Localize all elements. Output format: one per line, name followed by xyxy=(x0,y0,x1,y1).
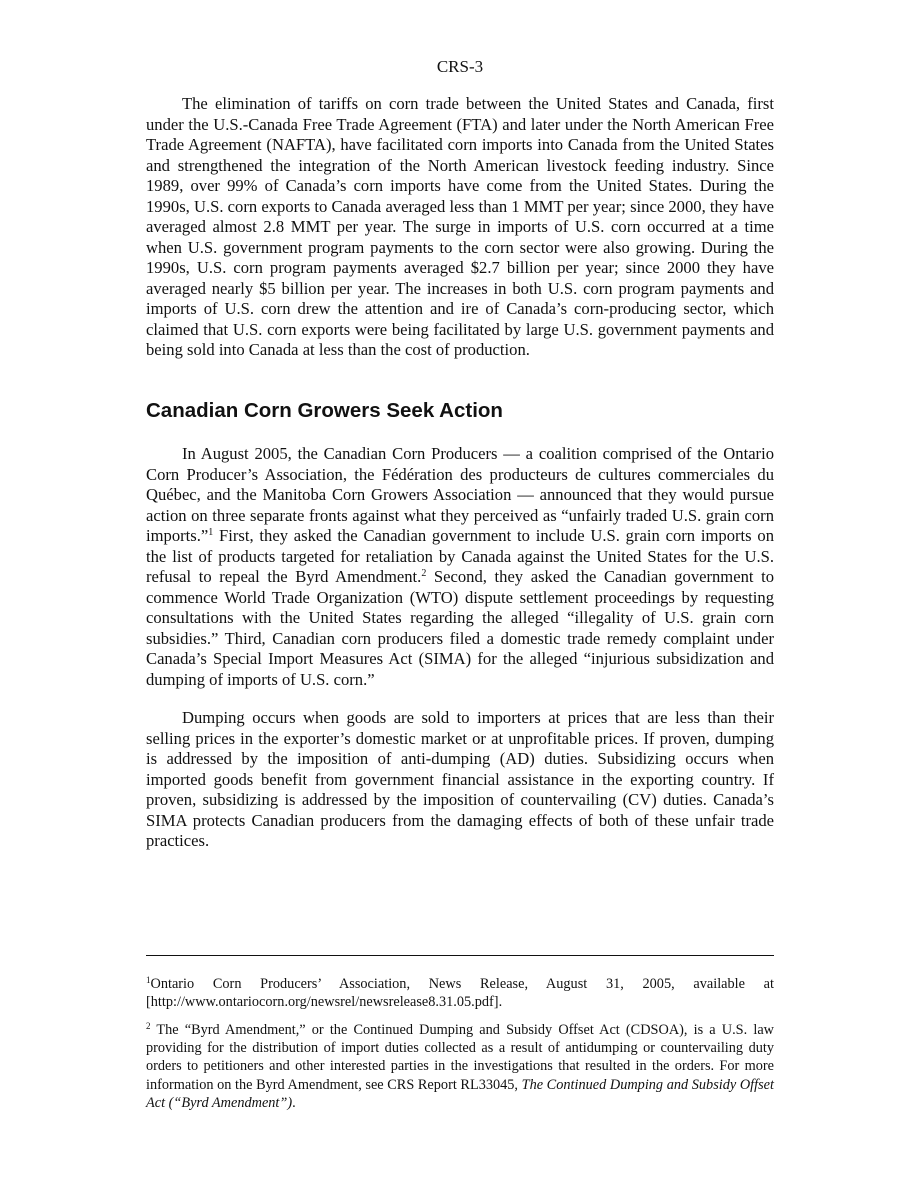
paragraph-corn-trade: The elimination of tariffs on corn trade between the United States and Canada, first under the U.S.-Canada Free Trade Agreement (FTA) and later under the North American Free Trade Agreement (NAFTA), have facilitated corn imports into Canada from the United States and strengthened the integration of the North American livestock feeding industry. Since 1989, over 99% of Canada’s corn imports have come from the United States. During the 1990s, U.S. corn exports to Canada averaged less than 1 MMT per year; since 2000, they have averaged almost 2.8 MMT per year. The surge in imports of U.S. corn occurred at a time when U.S. government program payments to the corn sector were also growing. During the 1990s, U.S. corn program payments averaged $2.7 billion per year; since 2000 they have averaged nearly $5 billion per year. The increases in both U.S. corn program payments and imports of U.S. corn drew the attention and ire of Canada’s corn-producing sector, which claimed that U.S. corn exports were being facilitated by large U.S. government payments and being sold into Canada at less than the cost of production. xyxy=(146,94,774,359)
paragraph-text: In August 2005, the Canadian Corn Producers — a coalition comprised of the Ontario Corn Producer’s Association, the Fédération des producteurs de cultures commerciales du Québec, and the Manitoba Corn Growers Association — announced that they would pursue action on three separate fronts against what they perceived as “unfairly traded U.S. grain corn imports.” xyxy=(146,444,774,545)
footnote-marker: 1 xyxy=(146,975,151,985)
footnote-text: Ontario Corn Producers’ Association, News Release, August 31, 2005, available at [http://www.ontariocorn.org/newsrel/newsrelease8.31.05.pdf]. xyxy=(146,976,774,1011)
footnote-ref-2[interactable]: 2 xyxy=(421,568,427,579)
footnote-2 xyxy=(146,1021,774,1112)
page-header: CRS-3 xyxy=(436,57,484,76)
footnote-text: The “Byrd Amendment,” or the Continued Dumping and Subsidy Offset Act (CDSOA), is a U.S. law providing for the distribution of import duties collected as a result of antidumping or countervailing duty orders to petitioners and other interested parties in the investigations that resulted in the orders. For more information on the Byrd Amendment, see CRS Report RL33045, xyxy=(146,1022,774,1093)
paragraph-text: First, they asked the Canadian government to include U.S. grain corn imports on the list of products targeted for retaliation by Canada against the United States for the U.S. refusal to repeal the Byrd Amendment. xyxy=(146,526,774,586)
section-heading: Canadian Corn Growers Seek Action xyxy=(146,399,503,422)
footnote-marker: 2 xyxy=(146,1021,151,1031)
footnote-ref-1[interactable]: 1 xyxy=(208,527,214,538)
footnote-divider xyxy=(146,955,774,956)
paragraph-dumping-definition: Dumping occurs when goods are sold to importers at prices that are less than their selling prices in the exporter’s domestic market or at unprofitable prices. If proven, dumping is addressed by the imposition of anti-dumping (AD) duties. Subsidizing occurs when imported goods benefit from government financial assistance in the exporting country. If proven, subsidizing is addressed by the imposition of countervailing (CV) duties. Canada’s SIMA protects Canadian producers from the damaging effects of both of these unfair trade practices. xyxy=(146,708,774,850)
footnote-text-end: . xyxy=(292,1094,296,1111)
footnote-1 xyxy=(146,975,774,1011)
paragraph-text: Second, they asked the Canadian government to commence World Trade Organization (WTO) dispute settlement proceedings by requesting consultations with the United States regarding the alleged “illegality of U.S. grain corn subsidies.” Third, Canadian corn producers filed a domestic trade remedy complaint under Canada’s Special Import Measures Act (SIMA) for the alleged “injurious subsidization and dumping of imports of U.S. corn.” xyxy=(146,567,774,689)
paragraph-corn-growers-action xyxy=(146,444,774,690)
report-title: The Continued Dumping and Subsidy Offset Act (“Byrd Amendment”) xyxy=(146,1076,774,1111)
